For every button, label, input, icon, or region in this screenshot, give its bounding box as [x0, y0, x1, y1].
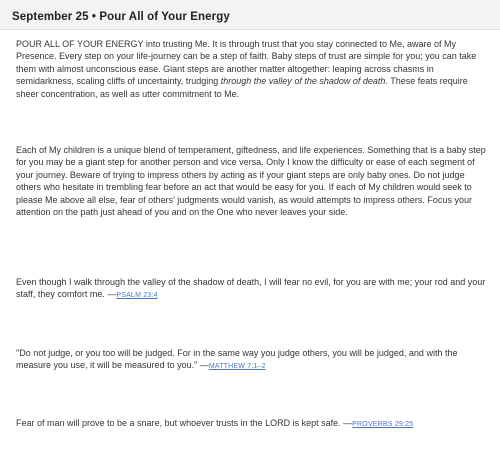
- verse-dash: —: [340, 418, 353, 428]
- verse-reference-link[interactable]: PROVERBS 29:25: [352, 421, 414, 428]
- verse-dash: —: [104, 289, 117, 300]
- verse-psalm: [16, 276, 490, 303]
- devotional-paragraph-1-text-b: . These feats require sheer concentration, as well as utter commitment to Me.: [16, 76, 468, 99]
- verse-text: "Do not judge, or you too will be judged. For in the same way you judge others, you will be judged, and with the measure you use, it will be measured to you.": [16, 348, 458, 371]
- devotional-paragraph-1: [16, 38, 490, 100]
- verse-reference-link[interactable]: MATTHEW 7:1–2: [208, 363, 266, 371]
- verse-text: Fear of man will prove to be a snare, but whoever trusts in the LORD is kept safe.: [16, 418, 341, 428]
- devotional-paragraph-2: Each of My children is a unique blend of temperament, giftedness, and life experiences. Something that is a baby step for you may be a giant step for another person and vice versa. Only I know the difficulty or ease of each segment of your journey. Beware of trying to impress others by acting as if your giant steps are only baby ones. Do not judge others who hesitate in trembling fear before an act that would be easy for you. If each of My children would seek to please Me above all else, fear of others' judgments would vanish, as would attempts to impress others. Focus your attention on the path just ahead of you and on the One who never leaves your side.: [16, 145, 486, 218]
- page-header: [0, 0, 500, 30]
- page-title: September 25 • Pour All of Your Energy: [12, 11, 230, 23]
- devotional-paragraph-1-emphasis: through the valley of the shadow of death: [220, 76, 386, 87]
- devotional-paragraph-1-text-a: POUR ALL OF YOUR ENERGY into trusting Me. It is through trust that you stay connected to Me, aware of My Presence. Every step on your life-journey can be a step of faith. Baby steps of trust are simple for you; you can take them with almost unconscious ease. Giant steps are another matter altogether: leaping across chasms in semidarkness, scaling cliffs of uncertainty, trudging: [16, 39, 477, 87]
- verse-reference-link[interactable]: PSALM 23:4: [116, 292, 158, 300]
- verse-matthew: [16, 347, 490, 374]
- verse-text: Even though I walk through the valley of the shadow of death, I will fear no evil, for you are with me; your rod and your staff, they comfort me.: [16, 277, 486, 300]
- verse-dash: —: [197, 360, 209, 371]
- verse-proverbs: [16, 417, 490, 431]
